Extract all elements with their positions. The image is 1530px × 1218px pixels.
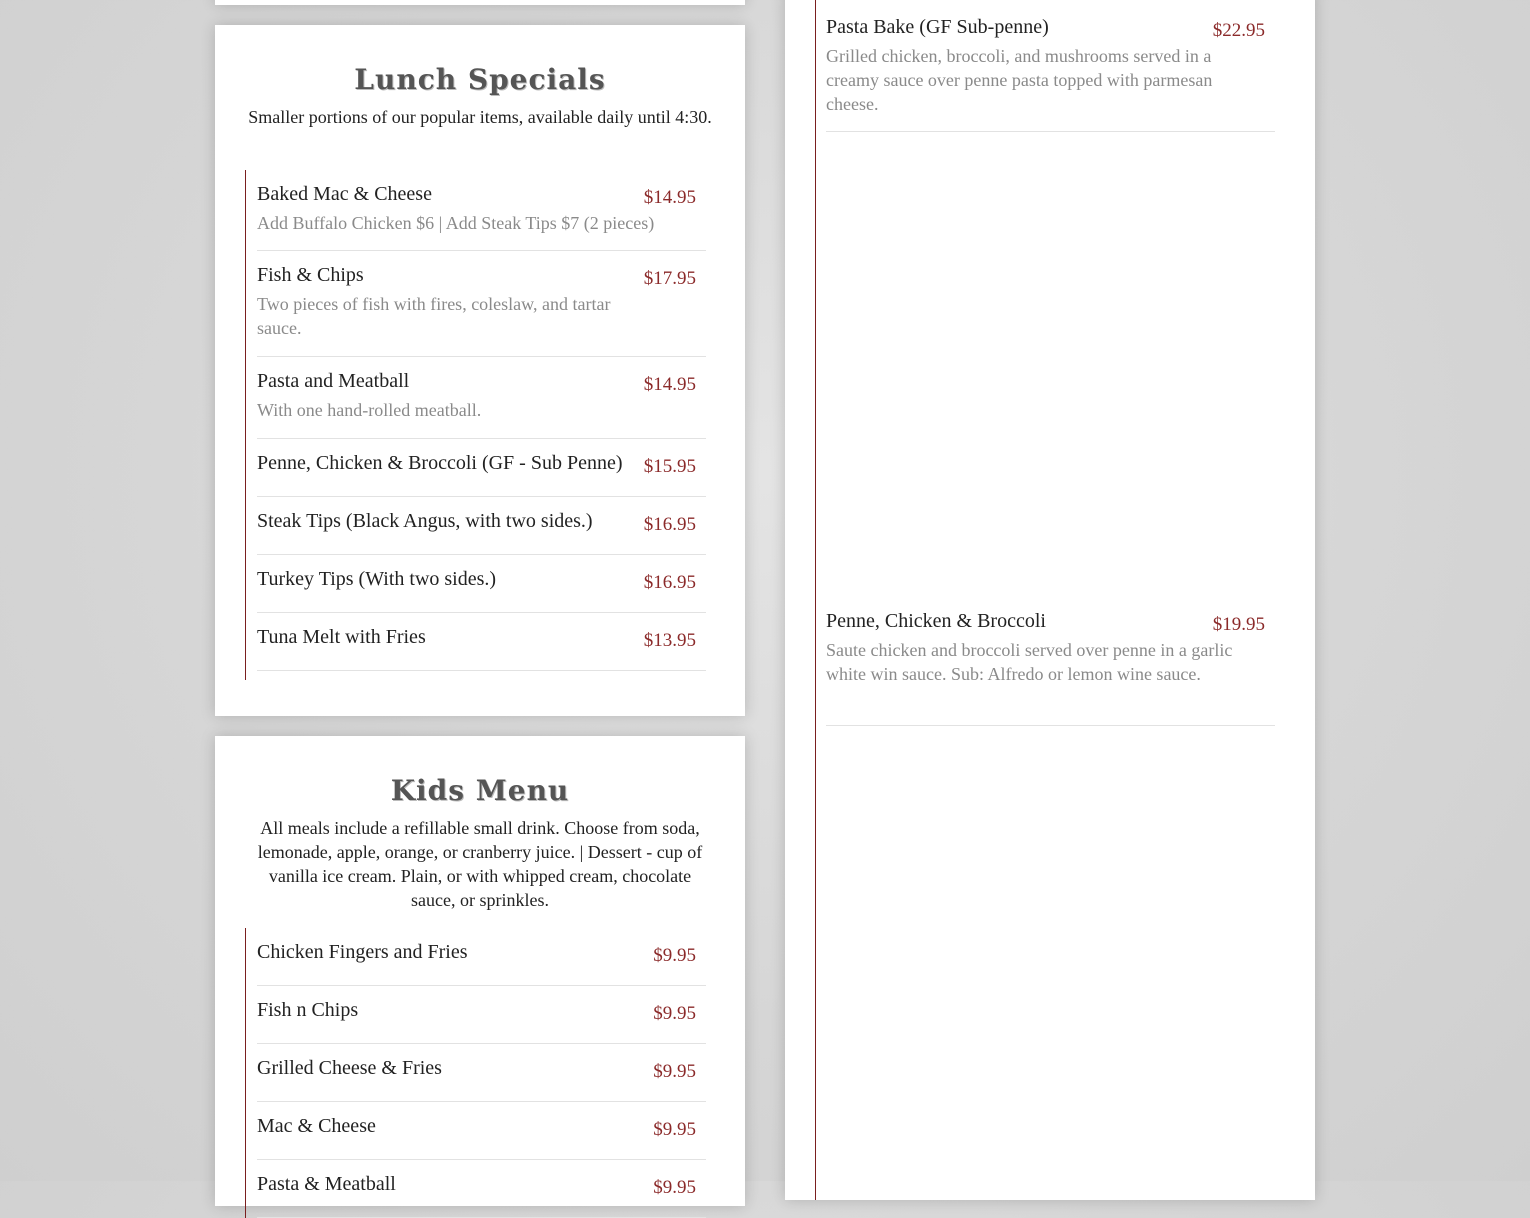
item-name: Mac & Cheese [257,1115,376,1137]
item-name: Turkey Tips (With two sides.) [257,568,497,590]
item-price: $9.95 [653,1003,696,1024]
item-description: Grilled chicken, broccoli, and mushrooms served in a creamy sauce over penne pasta topped with parmesan cheese. [826,46,1213,114]
list-item[interactable] [826,590,1275,726]
list-item[interactable] [257,613,706,671]
list-item[interactable] [257,357,706,439]
item-price: $17.95 [643,268,696,289]
lunch-specials-description: Smaller portions of our popular items, available daily until 4:30. [248,107,712,127]
item-price: $13.95 [643,630,696,651]
item-name: Tuna Melt with Fries [257,626,426,648]
item-price: $9.95 [653,1061,696,1082]
item-price: $9.95 [653,1177,696,1198]
lunch-specials-title: Lunch Specials [354,63,606,96]
list-item[interactable] [826,0,1275,132]
kids-menu-list [245,928,706,1218]
list-item[interactable] [257,1160,706,1218]
kids-menu-description: All meals include a refillable small drink. Choose from soda, lemonade, apple, orange, or cranberry juice. | Dessert - cup of vanilla ice cream. Plain, or with whipped cream, chocolate sauce, or sprinkles. [257,818,703,910]
item-name: Pasta and Meatball [257,370,410,392]
previous-card [215,0,745,5]
item-price: $19.95 [1212,614,1265,635]
item-name: Pasta Bake (GF Sub-penne) [826,16,1049,38]
list-item[interactable] [257,439,706,497]
item-name: Baked Mac & Cheese [257,183,432,205]
item-name: Grilled Cheese & Fries [257,1057,442,1079]
item-price: $14.95 [643,374,696,395]
item-name: Penne, Chicken & Broccoli (GF - Sub Penne) [257,452,623,474]
entrees-card [785,0,1315,1200]
item-name: Chicken Fingers and Fries [257,941,468,963]
item-name: Steak Tips (Black Angus, with two sides.) [257,510,593,532]
list-item[interactable] [257,1102,706,1160]
item-description: Add Buffalo Chicken $6 | Add Steak Tips $7 (2 pieces) [257,213,655,233]
list-item[interactable] [257,928,706,986]
list-item[interactable] [257,1044,706,1102]
item-price: $15.95 [643,456,696,477]
list-item[interactable] [257,986,706,1044]
item-price: $9.95 [653,945,696,966]
kids-menu-card [215,736,745,1206]
lunch-menu-list [245,170,706,680]
item-price: $14.95 [643,187,696,208]
item-price: $9.95 [653,1119,696,1140]
list-item[interactable] [257,555,706,613]
item-price: $22.95 [1212,20,1265,41]
item-price: $16.95 [643,514,696,535]
item-description: With one hand-rolled meatball. [257,400,482,420]
list-item[interactable] [257,251,706,357]
item-name: Fish & Chips [257,264,364,286]
lunch-specials-card [215,25,745,716]
item-name: Fish n Chips [257,999,359,1021]
item-description: Two pieces of fish with fires, coleslaw, and tartar sauce. [257,294,611,338]
kids-menu-title: Kids Menu [390,774,570,807]
item-name: Pasta & Meatball [257,1173,396,1195]
list-item[interactable] [257,170,706,251]
item-description: Saute chicken and broccoli served over penne in a garlic white win sauce. Sub: Alfredo or lemon wine sauce. [826,640,1233,684]
list-item[interactable] [257,497,706,555]
entrees-menu-list [815,0,1276,1200]
item-name: Penne, Chicken & Broccoli [826,610,1046,632]
item-price: $16.95 [643,572,696,593]
